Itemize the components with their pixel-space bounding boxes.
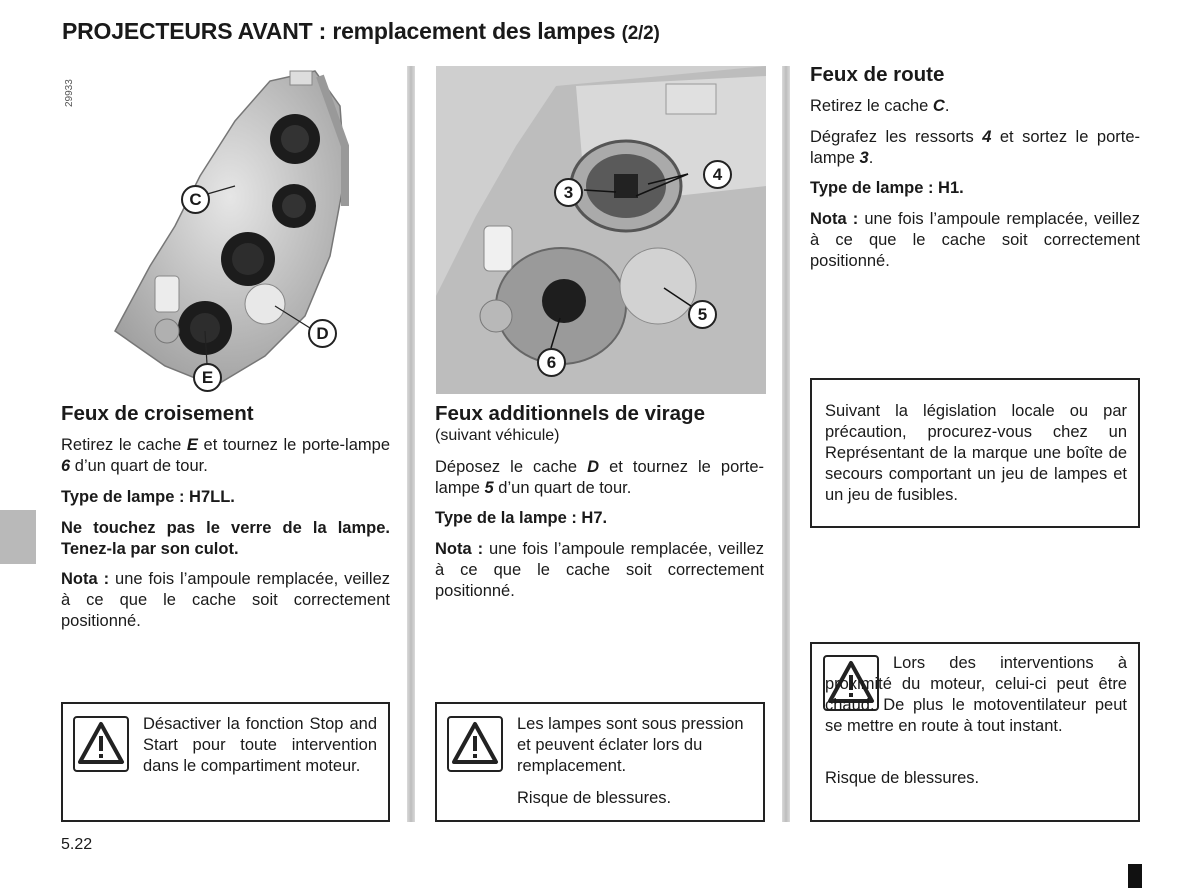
col1-note: Nota : une fois l’ampoule remplacée, veillez à ce que le cache soit correctement positionné. — [61, 570, 390, 630]
col2-lamp-type: Type de la lampe : H7. — [435, 509, 608, 527]
col3-warning-text: Lors des interventions à proximité du moteur, celui-ci peut être chaud. De plus le motoventilateur peut se mettre en route à tout instant. — [825, 654, 1127, 735]
col3-info-text: Suivant la législation locale ou par précaution, procurez-vous chez un Représentant de la marque une boîte de secours comportant un jeu de lampes et un jeu de fusibles. — [825, 402, 1127, 504]
heading-feux-virage: Feux additionnels de virage — [435, 402, 705, 425]
col3-lamp-type: Type de lampe : H1. — [810, 179, 964, 197]
warning-triangle-icon — [447, 716, 503, 772]
col3-step1: Retirez le cache C. — [810, 97, 950, 115]
col3-note: Nota : une fois l’ampoule remplacée, veillez à ce que le cache soit correctement positionné. — [810, 210, 1140, 270]
col1-instructions: Retirez le cache E et tournez le porte-lampe 6 d’un quart de tour. — [61, 436, 390, 475]
col1-caution: Ne touchez pas le verre de la lampe. Tenez-la par son culot. — [61, 519, 390, 558]
col3-step2: Dégrafez les ressorts 4 et sortez le porte-lampe 3. — [810, 128, 1140, 167]
title-text: PROJECTEURS AVANT : remplacement des lampes — [62, 18, 616, 44]
headlamp-figure-1 — [95, 66, 395, 391]
col1-warning-box — [61, 702, 390, 822]
headlamp-figure-2 — [436, 66, 766, 394]
col2-warning-text: Les lampes sont sous pression et peuvent éclater lors du remplacement. — [517, 715, 744, 775]
col2-warning-risk: Risque de blessures. — [517, 789, 672, 807]
col3-warning-box — [810, 642, 1140, 822]
col2-instructions: Déposez le cache D et tournez le porte-lampe 5 d’un quart de tour. — [435, 458, 764, 497]
page-title — [62, 18, 660, 45]
callout-6: 6 — [537, 348, 566, 377]
column-divider-1 — [407, 66, 415, 822]
column-divider-2 — [782, 66, 790, 822]
page-number: 5.22 — [61, 836, 93, 853]
title-part: (2/2) — [621, 23, 660, 44]
callout-d: D — [308, 319, 337, 348]
chapter-tab — [0, 510, 36, 564]
callout-e: E — [193, 363, 222, 392]
col2-warning-box — [435, 702, 765, 822]
callout-3: 3 — [554, 178, 583, 207]
callout-c: C — [181, 185, 210, 214]
subheading-suivant-vehicule: (suivant véhicule) — [435, 427, 560, 444]
col2-note: Nota : une fois l’ampoule remplacée, veillez à ce que le cache soit correctement positionné. — [435, 540, 764, 600]
page-corner-marker — [1128, 864, 1142, 888]
warning-triangle-icon — [73, 716, 129, 772]
figure-number-1: 29933 — [64, 79, 75, 107]
heading-feux-croisement: Feux de croisement — [61, 402, 254, 425]
col1-warning-text: Désactiver la fonction Stop and Start pour toute intervention dans le compartiment moteur. — [143, 715, 377, 775]
col1-lamp-type: Type de lampe : H7LL. — [61, 488, 235, 506]
col3-warning-risk: Risque de blessures. — [825, 769, 980, 787]
col3-info-box — [810, 378, 1140, 528]
callout-5: 5 — [688, 300, 717, 329]
heading-feux-route: Feux de route — [810, 63, 945, 86]
callout-4: 4 — [703, 160, 732, 189]
